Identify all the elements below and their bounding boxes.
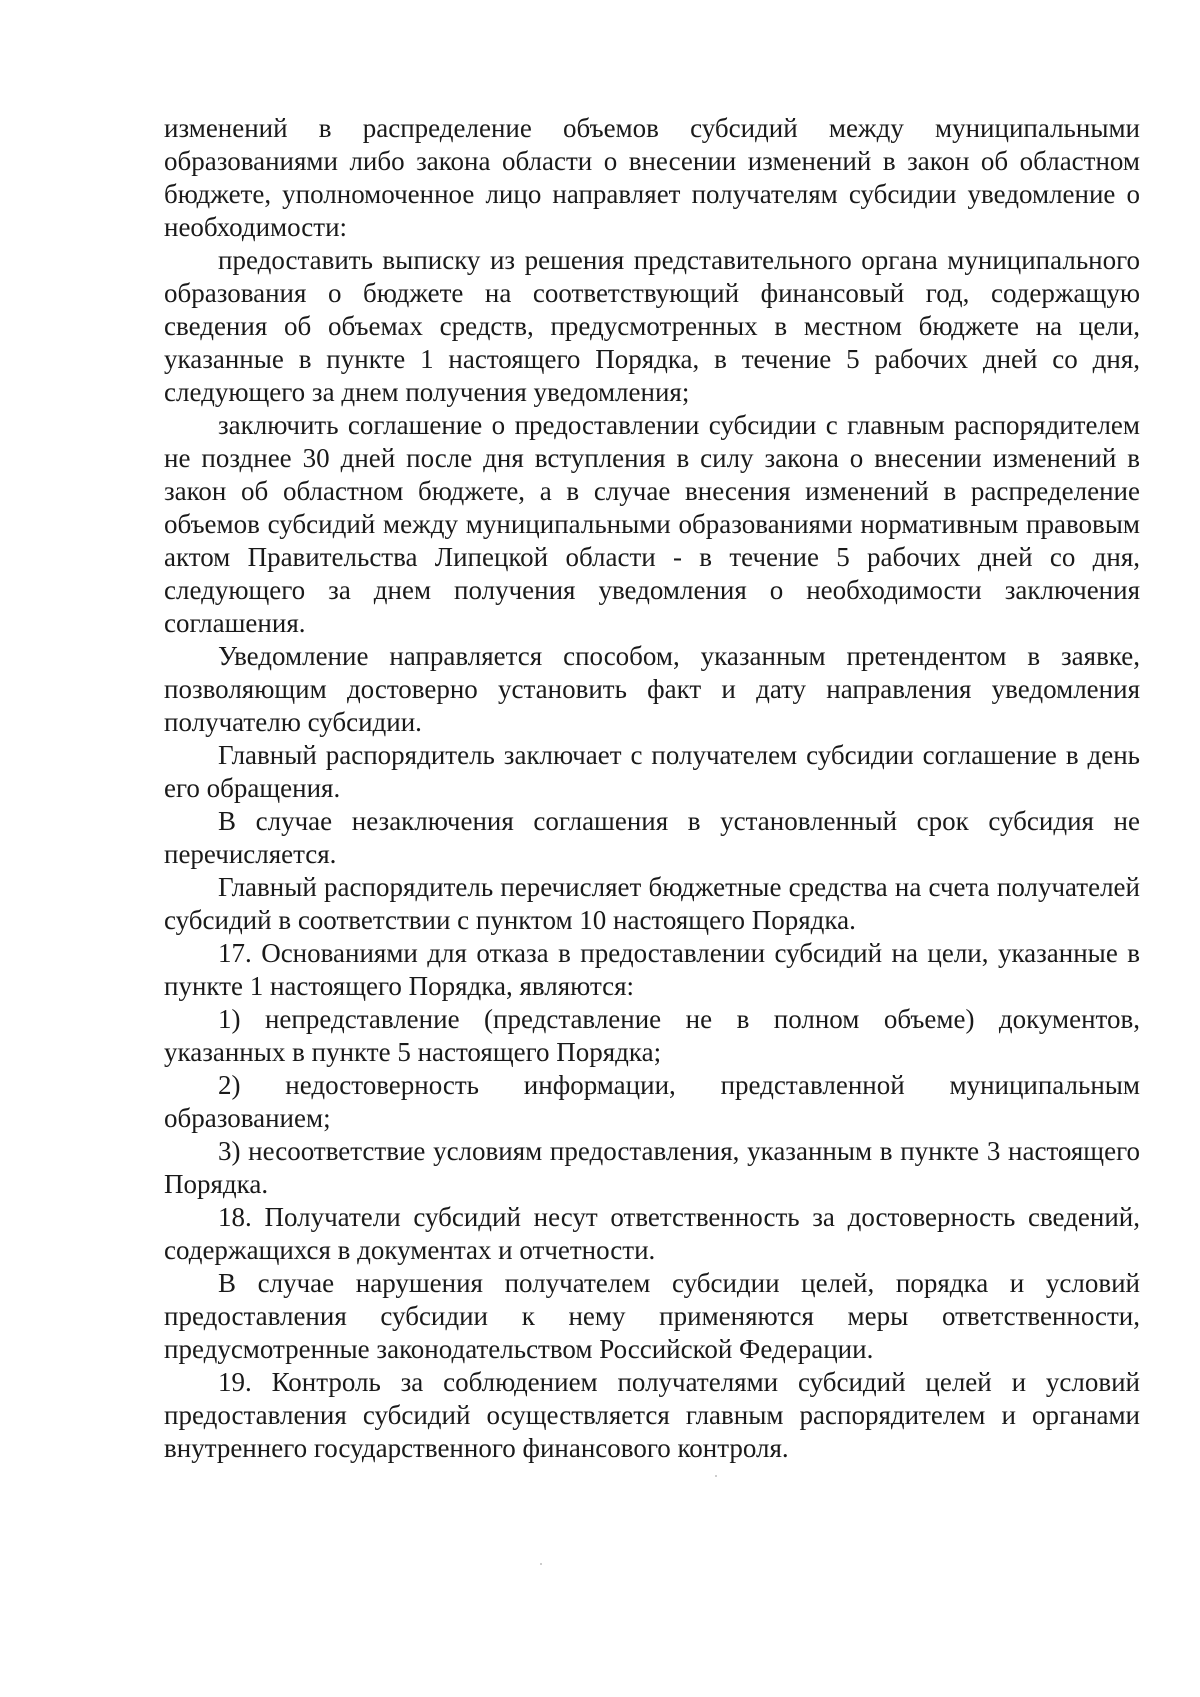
paragraph-item-18: 18. Получатели субсидий несут ответственность за достоверность сведений, содержащихся в документах и отчетности. <box>164 1202 1140 1265</box>
paragraph-item-17: 17. Основаниями для отказа в предоставлении субсидий на цели, указанные в пункте 1 настоящего Порядка, являются: <box>164 938 1140 1001</box>
paragraph-notification-method: Уведомление направляется способом, указанным претендентом в заявке, позволяющим достоверно установить факт и дату направления уведомления получателю субсидии. <box>164 641 1140 737</box>
paragraph-item-17-1: 1) непредставление (представление не в полном объеме) документов, указанных в пункте 5 настоящего Порядка; <box>164 1004 1140 1067</box>
paragraph-provide-extract: предоставить выписку из решения представительного органа муниципального образования о бюджете на соответствующий финансовый год, содержащую сведения об объемах средств, предусмотренных в местном бюджете на цели, указанные в пункте 1 настоящего Порядка, в течение 5 рабочих дней со дня, следующего за днем получения уведомления; <box>164 245 1140 407</box>
paragraph-item-17-3: 3) несоответствие условиям предоставления, указанным в пункте 3 настоящего Порядка. <box>164 1136 1140 1199</box>
paragraph-transfer-funds: Главный распорядитель перечисляет бюджетные средства на счета получателей субсидий в соответствии с пунктом 10 настоящего Порядка. <box>164 872 1140 935</box>
paragraph-conclude-agreement: заключить соглашение о предоставлении субсидии с главным распорядителем не позднее 30 дней после дня вступления в силу закона о внесении изменений в закон об областном бюджете, а в случае внесения изменений в распределение объемов субсидий между муниципальными образованиями нормативным правовым актом Правительства Липецкой области - в течение 5 рабочих дней со дня, следующего за днем получения уведомления о необходимости заключения соглашения. <box>164 410 1140 638</box>
paragraph-agreement-day: Главный распорядитель заключает с получателем субсидии соглашение в день его обращения. <box>164 740 1140 803</box>
paragraph-continuation: изменений в распределение объемов субсидий между муниципальными образованиями либо закона области о внесении изменений в закон об областном бюджете, уполномоченное лицо направляет получателям субсидии уведомление о необходимости: <box>164 113 1140 242</box>
paragraph-item-19: 19. Контроль за соблюдением получателями субсидий целей и условий предоставления субсидий осуществляется главным распорядителем и органами внутреннего государственного финансового контроля. <box>164 1367 1140 1463</box>
paragraph-item-17-2: 2) недостоверность информации, представленной муниципальным образованием; <box>164 1070 1140 1133</box>
paragraph-not-transferred: В случае незаключения соглашения в установленный срок субсидия не перечисляется. <box>164 806 1140 869</box>
scan-speck <box>540 1563 542 1565</box>
paragraph-liability: В случае нарушения получателем субсидии целей, порядка и условий предоставления субсидии к нему применяются меры ответственности, предусмотренные законодательством Российской Федерации. <box>164 1268 1140 1364</box>
document-body <box>164 112 1140 1465</box>
scan-speck <box>715 1475 717 1477</box>
